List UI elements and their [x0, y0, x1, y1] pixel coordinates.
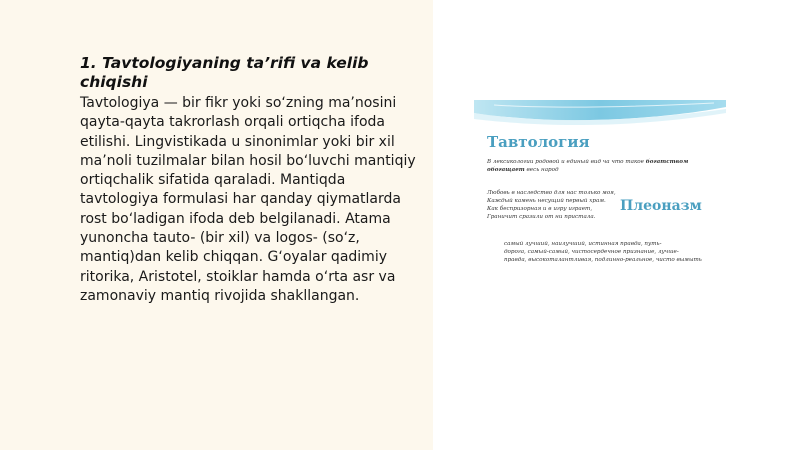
image-subtitle: Плеоназм [620, 198, 702, 214]
image-poem-line: Граничит сразили от ни пристала. [487, 214, 596, 220]
image-poem-line: Любовь в наследство для нас только моя, [487, 190, 616, 196]
image-definition-line: обогащает весь народ [487, 167, 559, 173]
slide-heading: 1. Tavtologiyaning ta’rifi va kelib chiqishi [80, 54, 369, 91]
image-examples-line: правда, высокоталантливая, подлинно-реальное, чисто вымыть [504, 257, 702, 263]
image-examples-line: дорога, самый-самый, чистосердечное признание, лучше- [504, 249, 679, 255]
image-definition-line: В лексикологии родовой и единый вид ча что такое богатством [487, 159, 689, 165]
embedded-slide-image [474, 97, 726, 271]
image-title: Тавтология [487, 133, 590, 151]
slide-body-text: Tavtologiya — bir fikr yoki so‘zning ma’nosini qayta-qayta takrorlash orqali ortiqcha ifoda etilishi. Lingvistikada u sinonimlar yoki bir xil ma’noli tuzilmalar bilan hosil bo‘luvchi mantiqiy ortiqchalik sifatida qaraladi. Mantiqda tavtologiya formulasi har qanday qiymatlarda rost bo‘ladigan ifoda deb belgilanadi. Atama yunoncha tauto- (bir xil) va logos- (so‘z, mantiq)dan kelib chiqqan. G‘oyalar qadimiy ritorika, Aristotel, stoiklar hamda o‘rta asr va zamonaviy mantiq rivojida shakllangan. [80, 95, 416, 304]
image-poem-line: Каждый камень несущий первый храм. [487, 198, 606, 204]
image-poem-line: Как беспризорная и в игру играет, [487, 206, 593, 212]
image-examples-line: самый лучший, наилучший, истинная правда, путь- [504, 241, 662, 247]
